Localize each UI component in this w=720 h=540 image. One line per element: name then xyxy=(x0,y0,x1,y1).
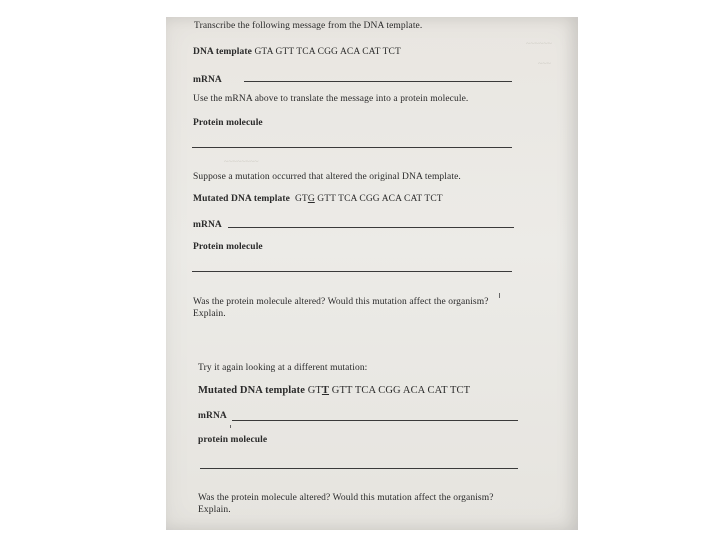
instruction-try-again: Try it again looking at a different mutation: xyxy=(198,363,368,373)
mutated-codon-prefix-1: GT xyxy=(294,194,308,204)
protein-answer-line-3[interactable] xyxy=(200,468,518,469)
mrna-answer-line-2[interactable] xyxy=(228,227,514,228)
mutated-dna-label-1: Mutated DNA template xyxy=(193,194,290,204)
mrna-answer-line-3[interactable] xyxy=(232,420,518,421)
dna-template-sequence: GTA GTT TCA CGG ACA CAT TCT xyxy=(254,47,401,57)
protein-label-2: Protein molecule xyxy=(193,242,263,252)
mutated-sequence-rest-2: GTT TCA CGG ACA CAT TCT xyxy=(331,385,471,396)
protein-label-3: protein molecule xyxy=(198,435,268,445)
mrna-label-3: mRNA xyxy=(198,411,227,421)
instruction-translate: Use the mRNA above to translate the message into a protein molecule. xyxy=(193,94,469,104)
protein-label-1: Protein molecule xyxy=(193,118,263,128)
mutated-dna-row-1 xyxy=(193,194,443,204)
mutated-dna-label-2: Mutated DNA template xyxy=(198,385,305,396)
mrna-label-1: mRNA xyxy=(193,75,222,85)
dna-template-row xyxy=(193,47,401,57)
dna-template-label: DNA template xyxy=(193,47,252,57)
pen-mark xyxy=(499,293,500,298)
instruction-mutation: Suppose a mutation occurred that altered the original DNA template. xyxy=(193,172,461,182)
mutated-base-2: T xyxy=(321,385,330,396)
question-altered-2: Was the protein molecule altered? Would this mutation affect the organism? xyxy=(198,493,494,503)
mutated-sequence-rest-1: GTT TCA CGG ACA CAT TCT xyxy=(317,194,443,204)
instruction-transcribe: Transcribe the following message from the DNA template. xyxy=(194,21,423,31)
mutated-base-1: G xyxy=(307,194,315,204)
worksheet-page xyxy=(166,17,578,530)
pen-mark xyxy=(230,425,231,428)
mrna-answer-line-1[interactable] xyxy=(244,81,512,82)
mrna-label-2: mRNA xyxy=(193,220,222,230)
mutated-dna-row-2 xyxy=(198,385,470,396)
mutated-codon-prefix-2: GT xyxy=(307,385,322,396)
bleed-through-text: ~~~~~~~~ xyxy=(224,157,259,166)
bleed-through-text: ~~~~~~ xyxy=(526,39,552,48)
protein-answer-line-2[interactable] xyxy=(192,271,512,272)
question-explain-1: Explain. xyxy=(193,309,226,319)
question-altered-1: Was the protein molecule altered? Would this mutation affect the organism? xyxy=(193,297,489,307)
question-explain-2: Explain. xyxy=(198,505,231,515)
protein-answer-line-1[interactable] xyxy=(192,147,512,148)
bleed-through-text: ~~~ xyxy=(538,59,551,68)
